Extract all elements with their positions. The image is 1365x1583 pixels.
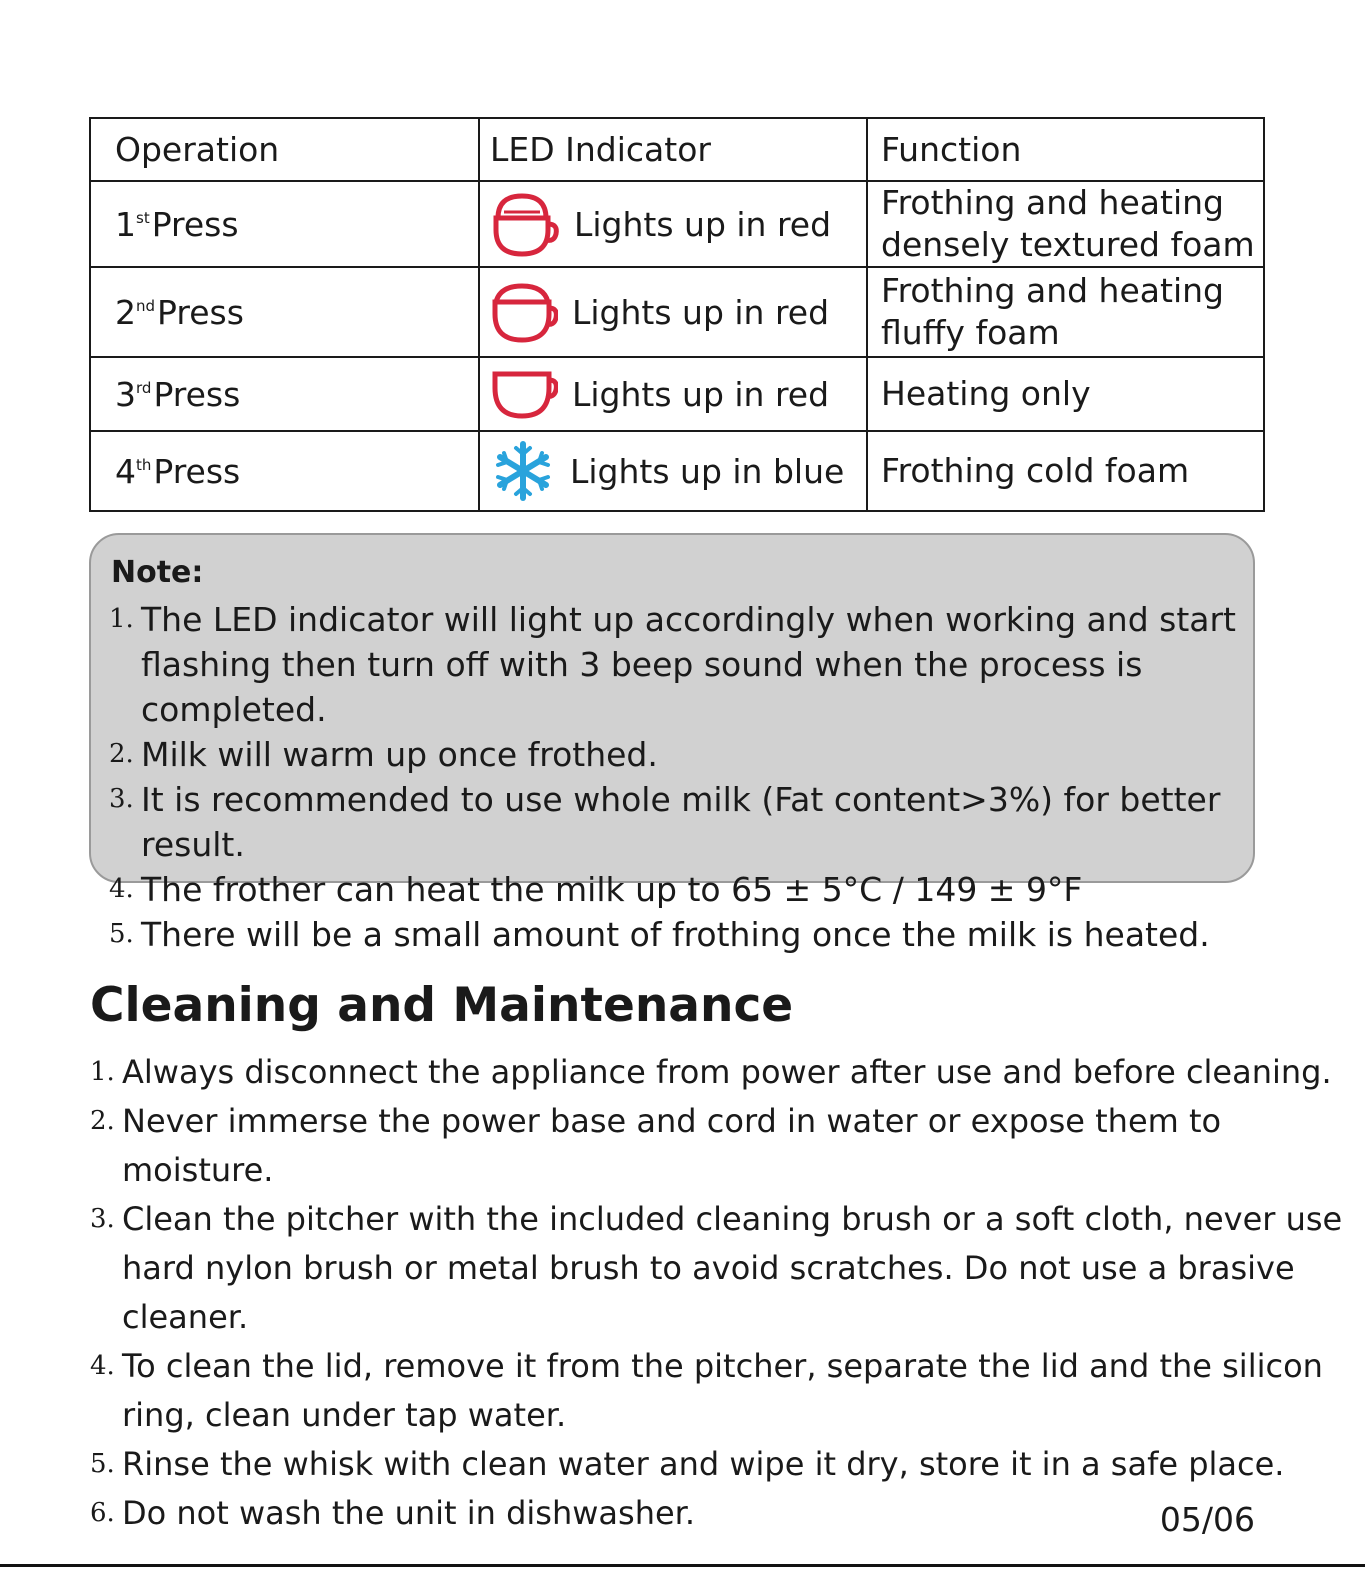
press-word: Press	[151, 204, 239, 244]
note-list	[109, 597, 1253, 957]
function-cell: Heating only	[867, 357, 1264, 431]
press-ordinal: nd	[136, 296, 156, 315]
press-number: 4	[115, 451, 136, 491]
table-row	[90, 181, 1264, 267]
list-number: 2.	[109, 739, 134, 769]
list-number: 3.	[109, 784, 134, 814]
list-number: 1.	[109, 604, 134, 634]
list-number: 4.	[90, 1351, 115, 1381]
operation-table	[89, 117, 1265, 512]
list-number: 5.	[109, 919, 134, 949]
list-item	[90, 1195, 1365, 1342]
press-word: Press	[157, 292, 244, 332]
press-number: 1	[115, 204, 136, 244]
header-led-indicator: LED Indicator	[479, 118, 867, 181]
table-row	[90, 267, 1264, 357]
page-number: 05/06	[1159, 1500, 1255, 1539]
led-cell	[479, 181, 867, 267]
operation-cell	[90, 431, 479, 511]
cup-icon	[490, 366, 558, 422]
list-item	[90, 1048, 1365, 1097]
press-ordinal: rd	[136, 378, 152, 397]
list-item	[109, 867, 1253, 912]
list-item	[109, 777, 1253, 867]
list-item	[109, 912, 1253, 957]
table-row	[90, 431, 1264, 511]
table-header-row	[90, 118, 1264, 181]
cleaning-list	[90, 1048, 1365, 1538]
list-item	[90, 1342, 1365, 1440]
led-cell	[479, 357, 867, 431]
note-box	[89, 533, 1255, 954]
list-text: Clean the pitcher with the included cleaning brush or a soft cloth, never use hard nylon brush or metal brush to avoid scratches. Do not use a brasive cleaner.	[122, 1200, 1343, 1336]
list-item	[90, 1440, 1365, 1489]
led-text: Lights up in red	[572, 292, 830, 332]
operation-cell	[90, 181, 479, 267]
list-item	[90, 1097, 1365, 1195]
cup-foam-icon	[490, 278, 558, 346]
list-text: Do not wash the unit in dishwasher.	[122, 1494, 696, 1532]
press-ordinal: th	[136, 455, 152, 474]
function-cell: Frothing and heating densely textured foam	[867, 181, 1264, 267]
press-number: 3	[115, 374, 136, 414]
operation-cell	[90, 267, 479, 357]
list-text: The LED indicator will light up accordingly when working and start flashing then turn off with 3 beep sound when the process is completed.	[141, 600, 1236, 729]
list-text: Rinse the whisk with clean water and wipe it dry, store it in a safe place.	[122, 1445, 1285, 1483]
list-text: Never immerse the power base and cord in water or expose them to moisture.	[122, 1102, 1222, 1189]
list-number: 5.	[90, 1449, 115, 1479]
function-cell: Frothing cold foam	[867, 431, 1264, 511]
note-title: Note:	[111, 555, 204, 590]
list-text: It is recommended to use whole milk (Fat content>3%) for better result.	[141, 780, 1221, 864]
press-word: Press	[153, 374, 241, 414]
led-cell	[479, 431, 867, 511]
header-operation: Operation	[90, 118, 479, 181]
led-text: Lights up in red	[574, 204, 832, 244]
list-text: To clean the lid, remove it from the pitcher, separate the lid and the silicon ring, clean under tap water.	[122, 1347, 1323, 1434]
cup-full-foam-icon	[490, 188, 560, 260]
list-item	[109, 597, 1253, 732]
list-number: 4.	[109, 874, 134, 904]
operation-cell	[90, 357, 479, 431]
list-number: 1.	[90, 1057, 115, 1087]
list-number: 3.	[90, 1204, 115, 1234]
list-text: The frother can heat the milk up to 65 ± 5°C / 149 ± 9°F	[141, 870, 1083, 909]
list-item	[109, 732, 1253, 777]
press-word: Press	[153, 451, 241, 491]
list-number: 6.	[90, 1498, 115, 1528]
header-function: Function	[867, 118, 1264, 181]
led-text: Lights up in blue	[570, 451, 845, 491]
list-text: Always disconnect the appliance from power after use and before cleaning.	[122, 1053, 1332, 1091]
bottom-divider	[0, 1564, 1365, 1567]
table-row	[90, 357, 1264, 431]
press-ordinal: st	[136, 208, 150, 227]
function-cell: Frothing and heating fluffy foam	[867, 267, 1264, 357]
list-number: 2.	[90, 1106, 115, 1136]
list-text: There will be a small amount of frothing once the milk is heated.	[141, 915, 1210, 954]
press-number: 2	[115, 292, 136, 332]
led-text: Lights up in red	[572, 374, 830, 414]
list-text: Milk will warm up once frothed.	[141, 735, 658, 774]
section-title: Cleaning and Maintenance	[90, 978, 794, 1033]
snowflake-icon	[490, 440, 556, 502]
led-cell	[479, 267, 867, 357]
